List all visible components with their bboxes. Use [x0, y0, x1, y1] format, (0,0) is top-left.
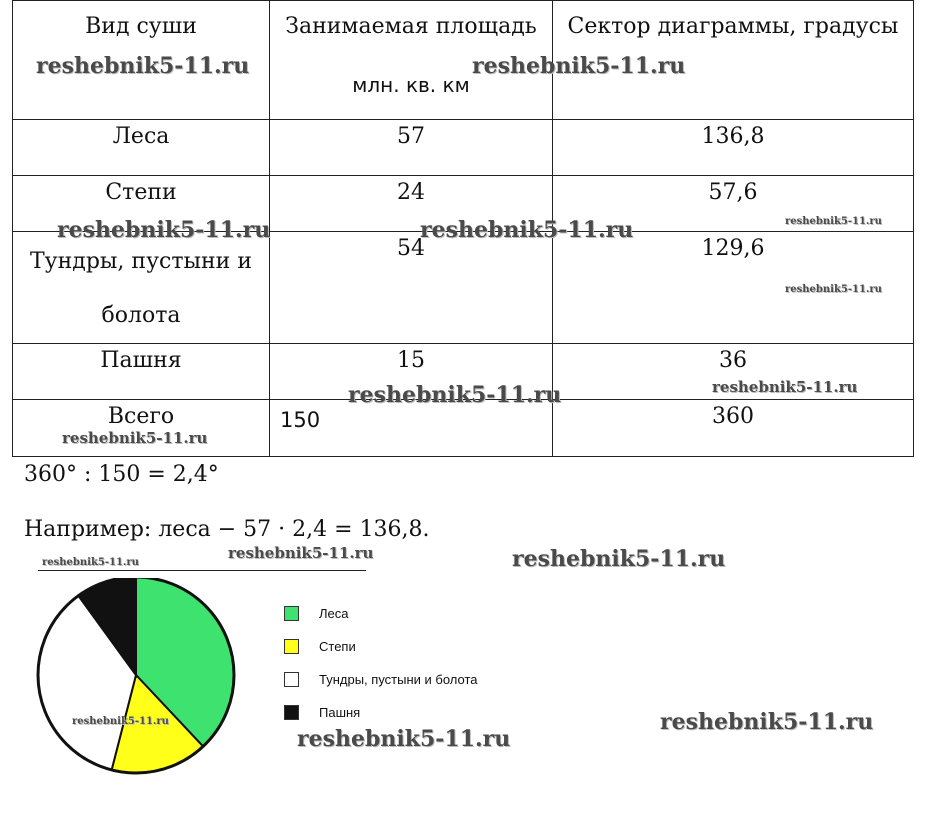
legend-item-forests: Леса — [284, 606, 349, 621]
header-type: Вид суши — [13, 1, 270, 120]
table-row: Пашня 15 36 — [13, 344, 914, 400]
watermark: reshebnik5-11.ru — [660, 709, 874, 735]
legend-swatch — [284, 606, 299, 621]
watermark: reshebnik5-11.ru — [228, 544, 374, 562]
legend-item-tundra: Тундры, пустыни и болота — [284, 672, 478, 687]
legend-swatch — [284, 705, 299, 720]
divider — [38, 570, 366, 571]
table-row: Тундры, пустыни и болота 54 129,6 — [13, 232, 914, 344]
example-formula: Например: леса − 57 · 2,4 = 136,8. — [24, 517, 430, 542]
watermark: reshebnik5-11.ru — [36, 53, 250, 79]
table-row: Степи 24 57,6 — [13, 176, 914, 232]
watermark: reshebnik5-11.ru — [57, 217, 271, 243]
watermark: reshebnik5-11.ru — [712, 378, 858, 396]
watermark: reshebnik5-11.ru — [785, 216, 882, 227]
watermark: reshebnik5-11.ru — [72, 716, 169, 727]
land-pie-chart — [28, 578, 248, 778]
watermark: reshebnik5-11.ru — [512, 546, 726, 572]
legend-item-steppes: Степи — [284, 639, 356, 654]
watermark: reshebnik5-11.ru — [42, 557, 139, 568]
watermark: reshebnik5-11.ru — [420, 217, 634, 243]
area-unit: млн. кв. км — [352, 73, 470, 97]
legend-swatch — [284, 672, 299, 687]
watermark: reshebnik5-11.ru — [348, 382, 562, 408]
watermark: reshebnik5-11.ru — [472, 53, 686, 79]
table-row: Леса 57 136,8 — [13, 120, 914, 176]
watermark: reshebnik5-11.ru — [297, 726, 511, 752]
legend-item-arable: Пашня — [284, 705, 360, 720]
total-row: Всего 150 360 — [13, 400, 914, 457]
ratio-formula: 360° : 150 = 2,4° — [24, 462, 219, 487]
legend-swatch — [284, 639, 299, 654]
header-sector: Сектор диаграммы, градусы — [553, 1, 914, 120]
watermark: reshebnik5-11.ru — [785, 284, 882, 295]
header-area: Занимаемая площадь млн. кв. км — [270, 1, 553, 120]
watermark: reshebnik5-11.ru — [62, 429, 208, 447]
